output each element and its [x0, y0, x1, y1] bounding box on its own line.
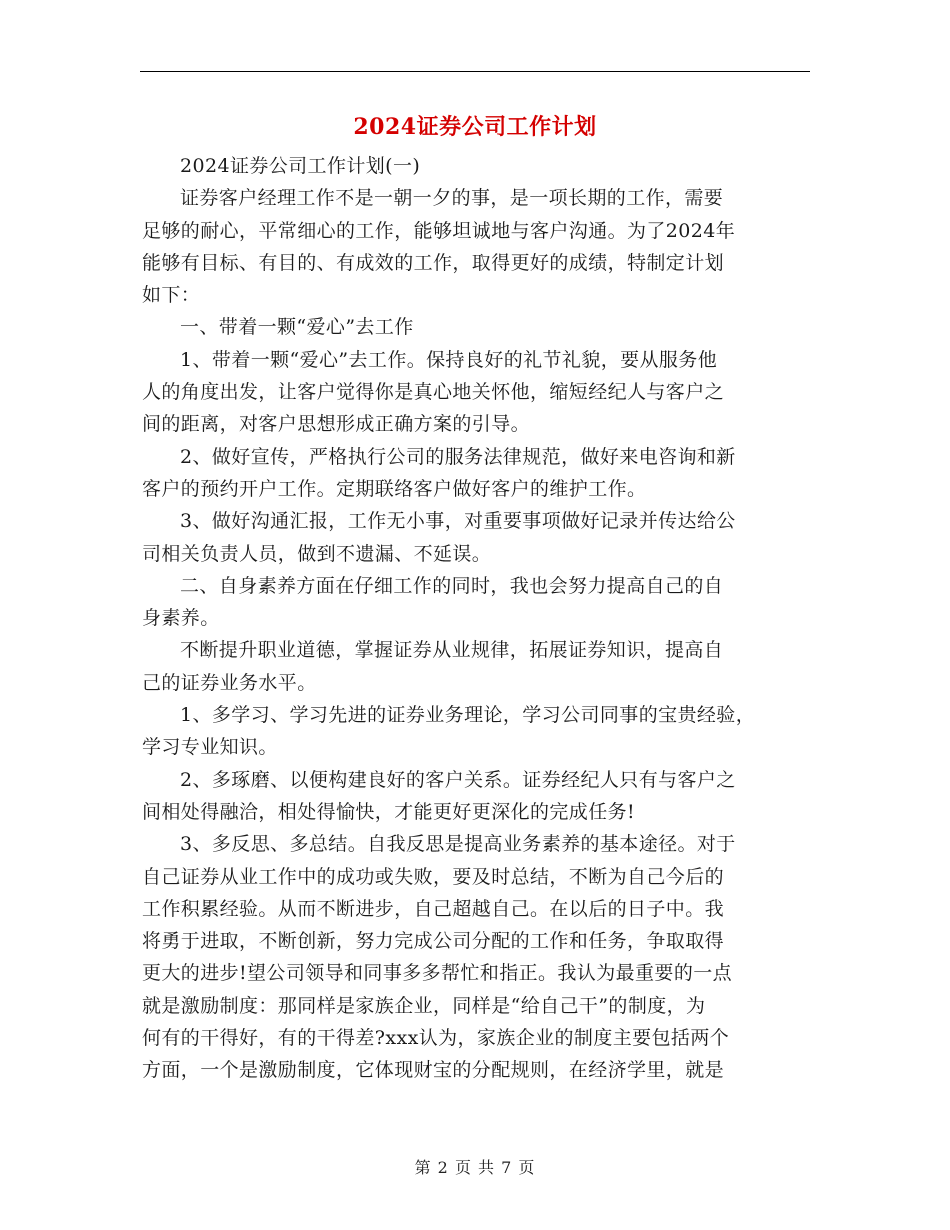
list-item-2-2: 2、多琢磨、以便构建良好的客户关系。证券经纪人只有与客户之 间相处得融洽，相处得愉快，才能更好更深化的完成任务!: [142, 768, 736, 823]
header-rule: [140, 71, 810, 72]
section-2-intro: 不断提升职业道德，掌握证券从业规律，拓展证券知识，提高自 己的证券业务水平。: [142, 639, 724, 694]
page-number-footer: 第 2 页 共 7 页: [414, 1158, 536, 1177]
list-item-1-3: 3、做好沟通汇报，工作无小事，对重要事项做好记录并传达给公 司相关负责人员，做到不遗漏、不延误。: [142, 510, 736, 565]
section-heading-2: 二、自身素养方面在仔细工作的同时，我也会努力提高自己的自 身素养。: [142, 574, 724, 630]
section-heading-1: 一、带着一颗“爱心”去工作: [180, 316, 414, 339]
document-body: [142, 150, 810, 1087]
list-item-2-1: 1、多学习、学习先进的证券业务理论，学习公司同事的宝贵经验， 学习专业知识。: [142, 704, 756, 759]
list-item-1-2: 2、做好宣传，严格执行公司的服务法律规范，做好来电咨询和新 客户的预约开户工作。定期联络客户做好客户的维护工作。: [142, 445, 736, 500]
list-item-2-3: 3、多反思、多总结。自我反思是提高业务素养的基本途径。对于 自己证券从业工作中的成功或失败，要及时总结，不断为自己今后的 工作积累经验。从而不断进步，自己超越自己。在以后的日子中。我 将勇于进取，不断创新，努力完成公司分配的工作和任务，争取取得 更大的进步!望公司领导和同事多多帮忙和指正。我认为最重要的一点 就是激励制度：那同样是家族企业，同样是“给自己干”的制度，为 何有的干得好，有的干得差?xxx认为，家族企业的制度主要包括两个 方面，一个是激励制度，它体现财宝的分配规则，在经济学里，就是: [142, 833, 736, 1082]
document-title: 2024证券公司工作计划: [353, 114, 597, 140]
subtitle-paragraph: 2024证券公司工作计划(一): [180, 155, 421, 177]
list-item-1-1: 1、带着一颗“爱心”去工作。保持良好的礼节礼貌，要从服务他 人的角度出发，让客户觉得你是真心地关怀他，缩短经纪人与客户之 间的距离，对客户思想形成正确方案的引导。: [142, 348, 725, 436]
intro-paragraph: 证券客户经理工作不是一朝一夕的事，是一项长期的工作，需要 足够的耐心，平常细心的工作，能够坦诚地与客户沟通。为了2024年 能够有目标、有目的、有成效的工作，取得更好的成绩，特制定计划 如下：: [142, 187, 736, 307]
